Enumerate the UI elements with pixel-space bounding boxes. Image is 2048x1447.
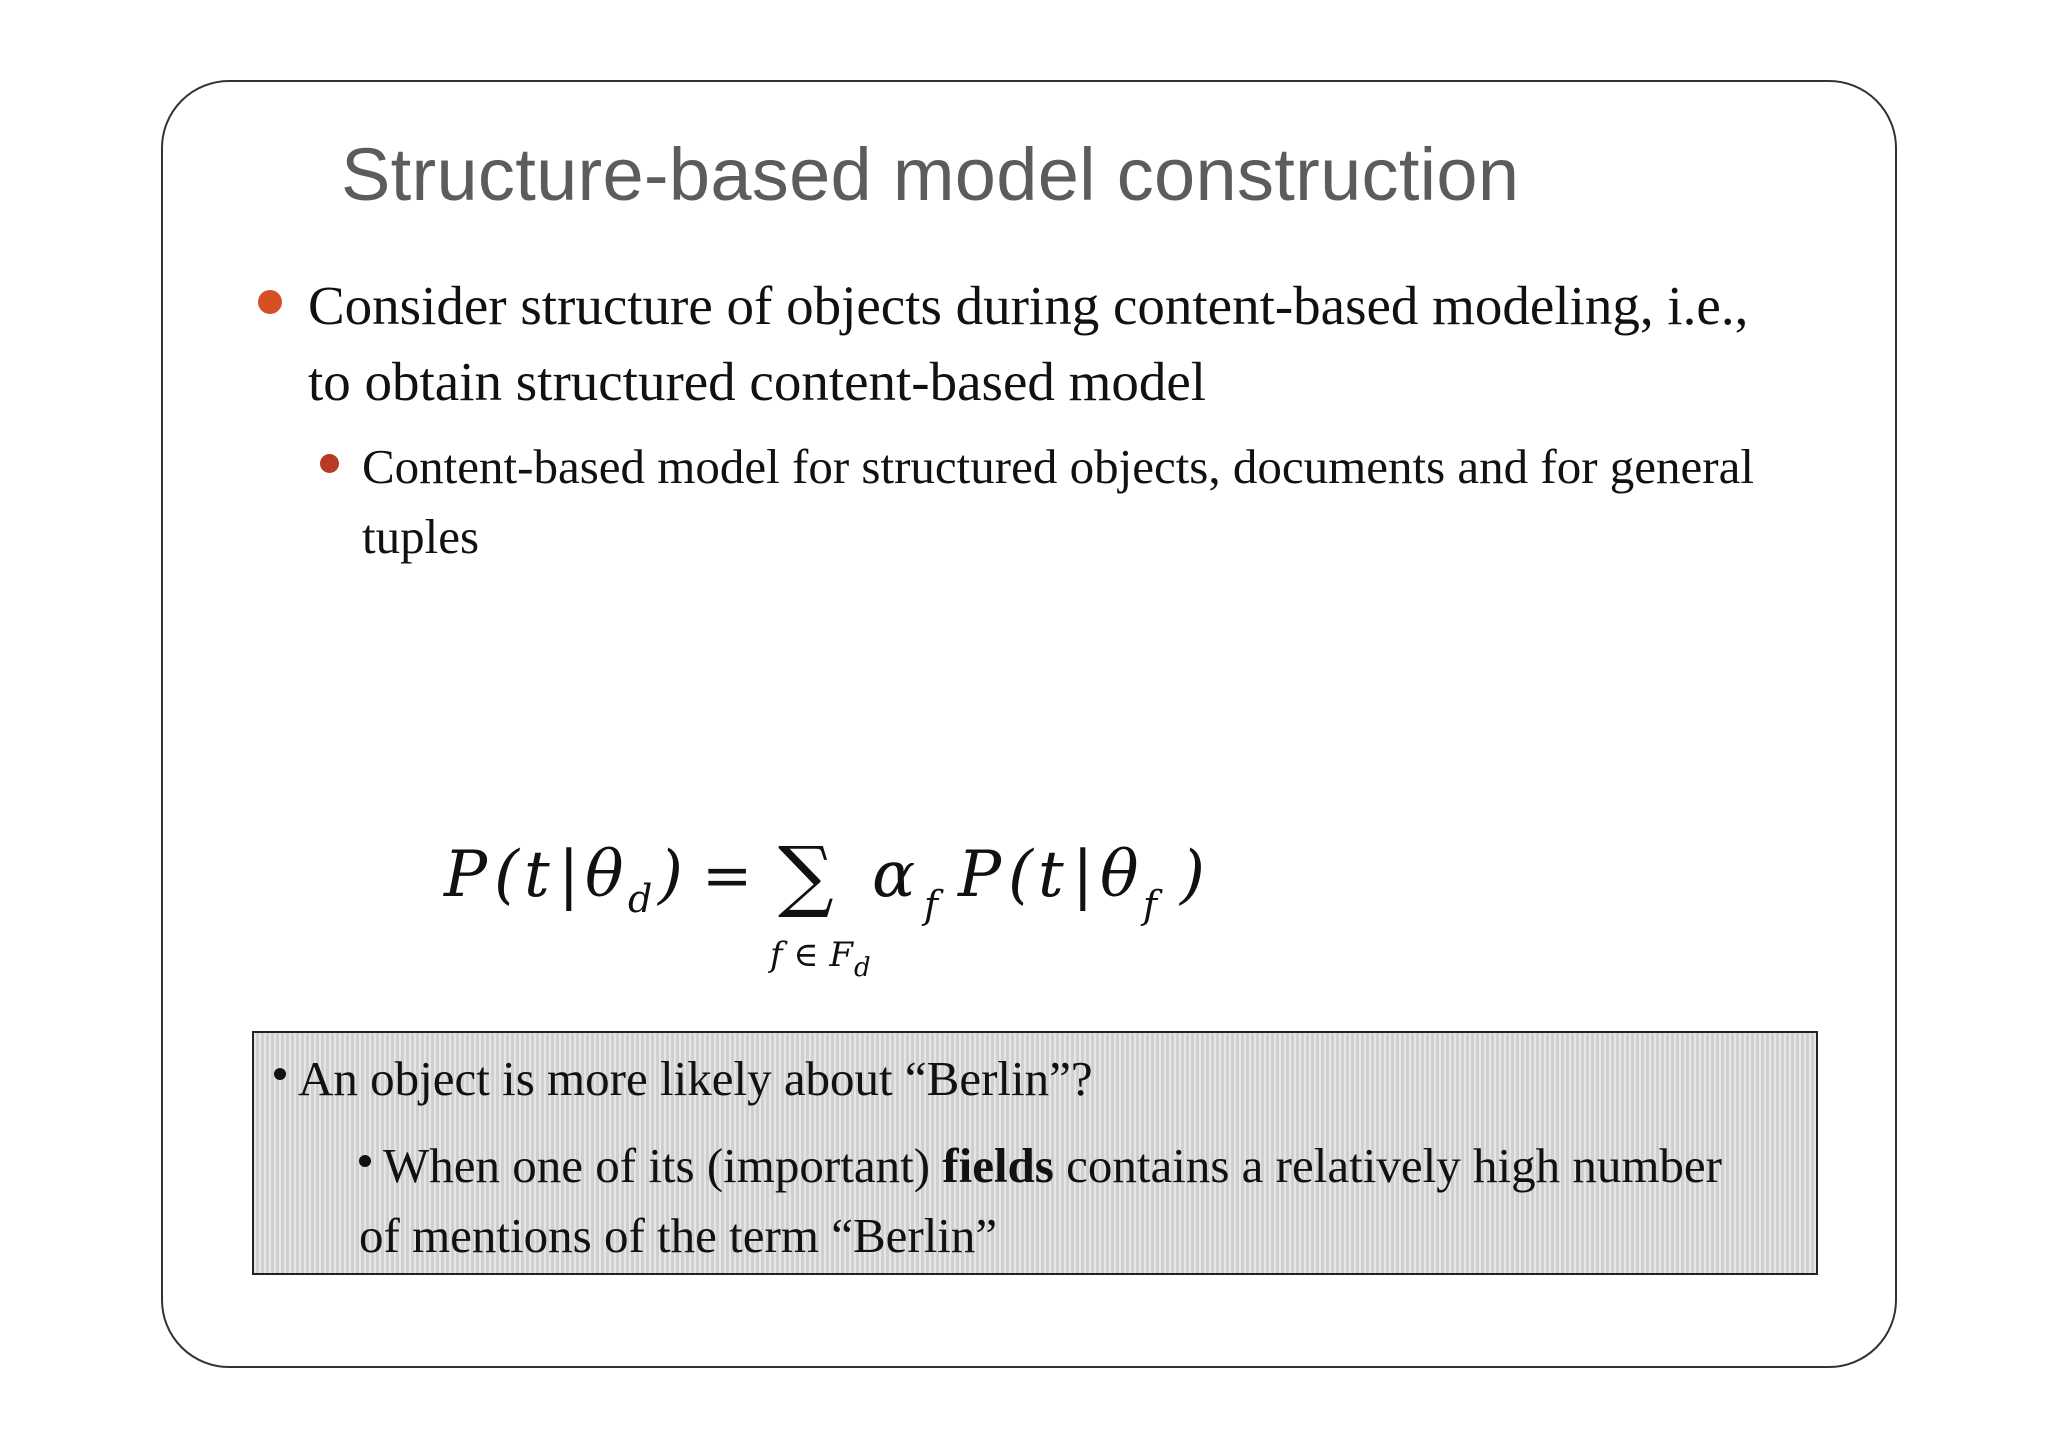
formula-rhs-bar: | [1072,838,1094,912]
callout-line1 [274,1047,1093,1111]
formula-rhs-theta: θ [1100,838,1139,912]
formula-rhs-t: t [1038,838,1064,912]
formula-lhs-bar: | [558,838,580,912]
callout-line2-post: contains a relatively high number of mentions of the term “Berlin” [359,1138,1722,1263]
formula [440,830,1240,990]
formula-rhs-p: P [958,838,1002,912]
bullet-level1 [258,268,1758,420]
formula-rhs-sub: f [1143,883,1158,927]
formula-alpha-sub: f [924,883,939,927]
formula-rhs-open: ( [1008,838,1033,912]
bullet-level2 [320,432,1780,572]
bullet-level1-text: Consider structure of objects during content-based modeling, i.e., to obtain structured content-based model [308,275,1749,412]
formula-lhs-p: P [444,838,488,912]
bullet-dot-icon [320,454,339,473]
formula-svg [440,830,1240,990]
callout-line1-text: An object is more likely about “Berlin”? [298,1051,1093,1106]
callout-line2-pre: When one of its (important) [383,1138,943,1193]
formula-sum-subscript: f ∈ F [770,935,853,975]
formula-lhs-t: t [524,838,550,912]
formula-lhs-open: ( [494,838,519,912]
bullet-level2-text: Content-based model for structured objects, documents and for general tuples [362,439,1754,564]
bullet-dot-icon [258,290,282,314]
slide-title: Structure-based model construction [341,133,1520,216]
bullet-dot-icon [359,1155,371,1167]
formula-lhs-close: ) [658,838,683,912]
callout-box [252,1031,1818,1275]
formula-sum-sign: ∑ [778,831,834,921]
callout-line2 [359,1131,1759,1271]
formula-alpha: α [872,838,916,912]
formula-rhs-close: ) [1180,838,1205,912]
callout-line2-bold: fields [942,1138,1054,1193]
formula-lhs-theta: θ [585,838,624,912]
formula-sum-subscript-d: d [854,953,871,983]
bullet-dot-icon [274,1068,286,1080]
formula-equals: = [702,841,753,911]
formula-lhs-sub: d [628,877,653,921]
